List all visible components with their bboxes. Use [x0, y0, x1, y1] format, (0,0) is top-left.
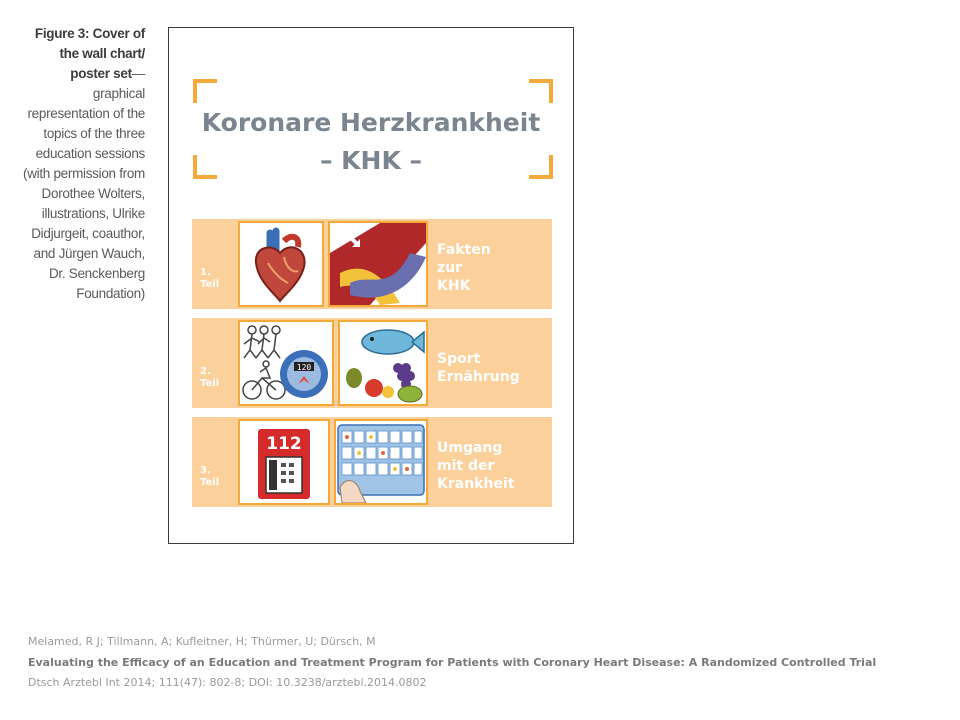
running-cycling-icon: [240, 322, 332, 404]
session-row-3: [192, 417, 552, 507]
caption-text: — graphical representation of the topics of the three education sessions (with permission from Dorothee Wolters, illustrations, Ulrike Didjurgeit, coauthor, and Jürgen Wauch, Dr. Senckenberg Foundation): [23, 66, 145, 301]
poster-cover: [168, 27, 574, 544]
svg-text:112: 112: [266, 434, 302, 454]
session-part-label: 1. Teil: [200, 267, 220, 290]
frame-corner-top-right: [529, 79, 553, 103]
fish-fruit-vegetables-icon: [340, 322, 426, 404]
svg-text:120: 120: [296, 363, 312, 372]
artery-icon: [330, 223, 426, 305]
citation-reference: Dtsch Arztebl Int 2014; 111(47): 802-8; DOI: 10.3238/arztebl.2014.0802: [28, 676, 427, 689]
citation-authors: Melamed, R J; Tillmann, A; Kufleitner, H; Thürmer, U; Dürsch, M: [28, 635, 376, 648]
session-topic: Umgang mit der Krankheit: [437, 440, 515, 492]
session-row-2: [192, 318, 552, 408]
telephone-icon: [240, 421, 328, 503]
session-topic: Sport Ernährung: [437, 351, 520, 385]
nutrition-illustration: [338, 320, 428, 406]
pill-organizer-icon: [336, 421, 426, 503]
artery-illustration: [328, 221, 428, 307]
session-part-label: 2. Teil: [200, 366, 220, 389]
session-part-label: 3. Teil: [200, 465, 220, 488]
session-row-1: [192, 219, 552, 309]
pillbox-illustration: [334, 419, 428, 505]
emergency-illustration: [238, 419, 330, 505]
frame-corner-top-left: [193, 79, 217, 103]
poster-title: Koronare Herzkrankheit: [201, 108, 541, 137]
exercise-illustration: [238, 320, 334, 406]
citation-title: Evaluating the Efficacy of an Education and Treatment Program for Patients with Coronary Heart Disease: A Randomized Controlled Trial: [28, 656, 877, 669]
caption-label: Figure 3: Cover of the wall chart/ poster set: [34, 26, 145, 81]
figure-caption: [20, 24, 145, 304]
heart-illustration: [238, 221, 324, 307]
heart-icon: [240, 223, 322, 305]
poster-subtitle: – KHK –: [319, 146, 423, 175]
session-topic: Fakten zur KHK: [437, 242, 491, 294]
